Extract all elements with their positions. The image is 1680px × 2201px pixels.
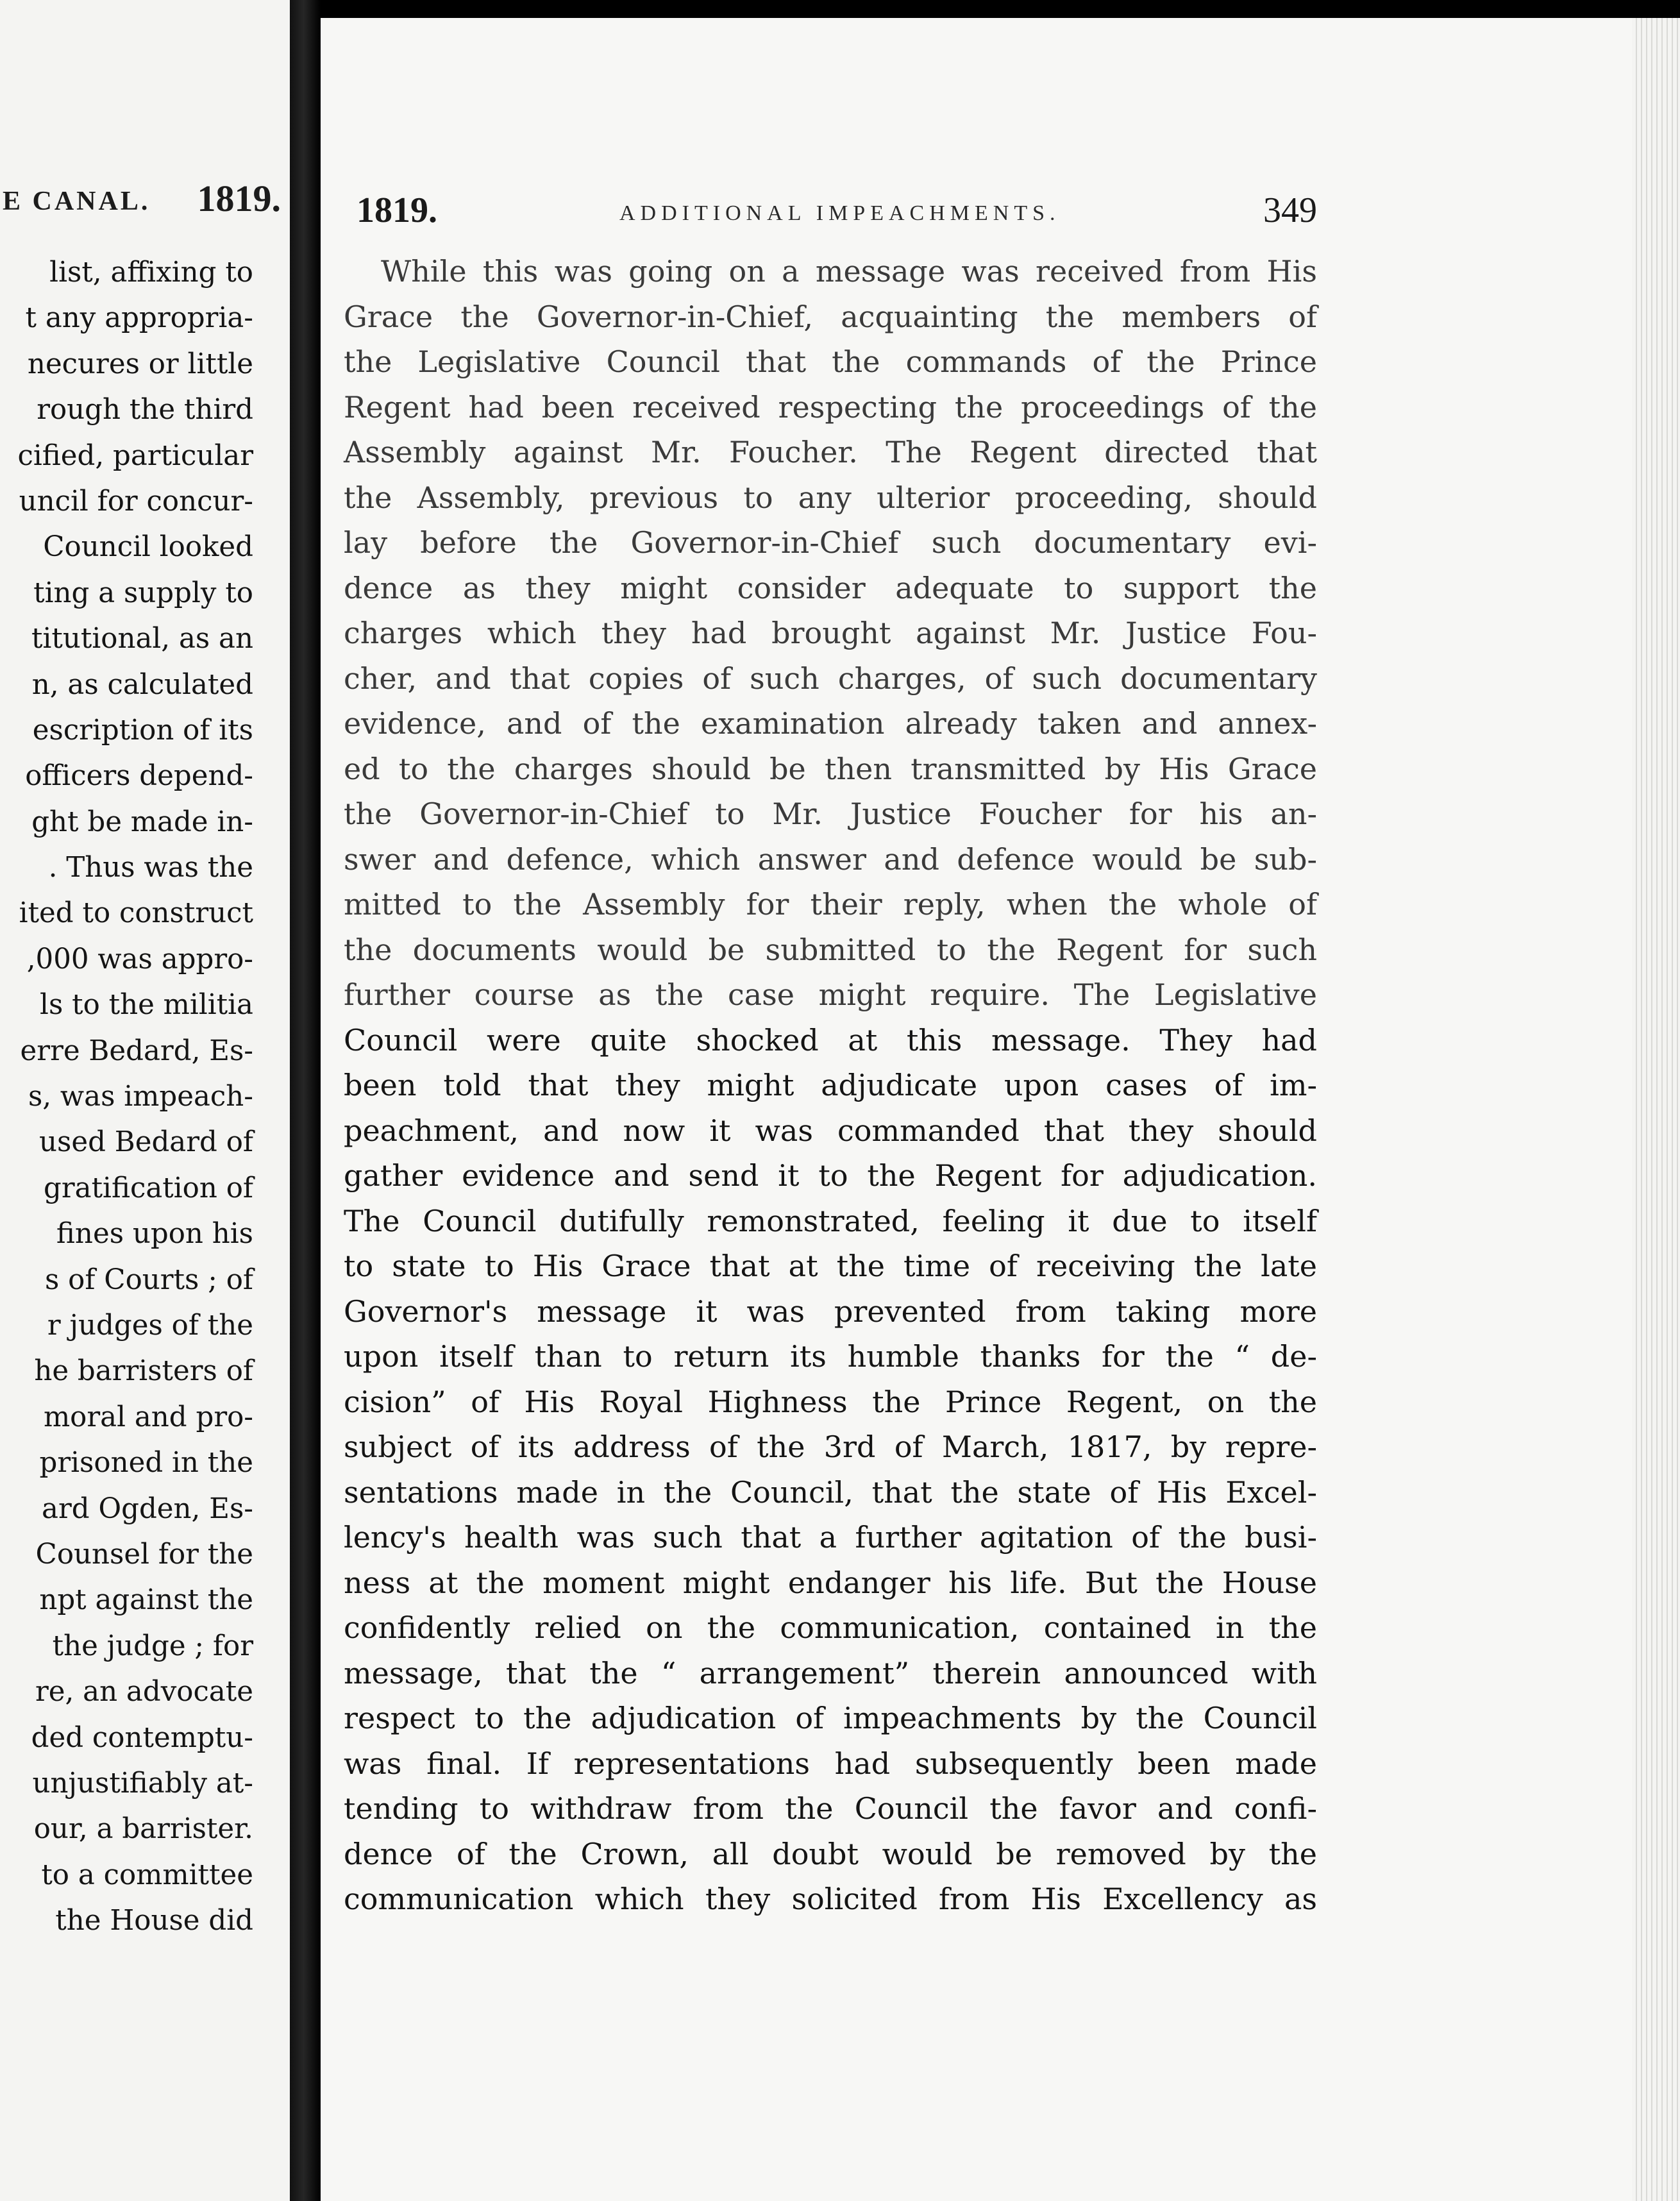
body-text-line: peachment, and now it was commanded that they should	[344, 1113, 1317, 1148]
body-text-line: dence of the Crown, all doubt would be removed by the	[344, 1836, 1317, 1871]
left-text-line: ited to construct	[19, 897, 253, 930]
left-text-line: Counsel for the	[35, 1538, 253, 1571]
body-text-line: been told that they might adjudicate upon cases of im-	[344, 1068, 1317, 1102]
body-text-line: ed to the charges should be then transmitted by His Grace	[344, 751, 1317, 786]
left-text-line: officers depend-	[25, 760, 253, 793]
right-running-title: ADDITIONAL IMPEACHMENTS.	[619, 201, 1061, 225]
left-text-line: npt against the	[39, 1584, 253, 1617]
left-text-line: ard Ogden, Es-	[42, 1492, 253, 1525]
right-page-text	[344, 249, 1317, 1922]
body-text-line: mitted to the Assembly for their reply, when the whole of	[344, 887, 1317, 922]
left-text-line: n, as calculated	[31, 668, 253, 701]
page-edges	[1632, 18, 1680, 2201]
left-text-line: to a committee	[41, 1859, 253, 1891]
body-text-line: to state to His Grace that at the time of receiving the late	[344, 1249, 1317, 1283]
left-page-text	[0, 250, 253, 1944]
left-text-line: t any appropria-	[25, 302, 253, 335]
body-text-line: swer and defence, which answer and defence would be sub-	[344, 841, 1317, 877]
left-text-line: s, was impeach-	[28, 1081, 253, 1113]
body-text-line: Regent had been received respecting the proceedings of the	[344, 389, 1317, 425]
left-text-line: prisoned in the	[39, 1447, 253, 1480]
left-text-line: ls to the militia	[40, 989, 253, 1022]
body-text-line: dence as they might consider adequate to support the	[344, 570, 1317, 605]
body-text-line: charges which they had brought against Mr. Justice Fou-	[344, 616, 1317, 650]
left-text-line: the House did	[55, 1905, 253, 1937]
left-running-title: E CANAL.	[3, 187, 151, 216]
left-text-line: rough the third	[37, 394, 253, 426]
body-text-line: sentations made in the Council, that the state of His Excel-	[344, 1474, 1317, 1510]
body-text-line: Council were quite shocked at this message. They had	[344, 1022, 1317, 1058]
body-text-line: ness at the moment might endanger his life. But the House	[344, 1565, 1317, 1600]
left-text-line: ,000 was appro-	[26, 943, 253, 975]
body-text-line: Governor's message it was prevented from taking more	[344, 1294, 1317, 1329]
body-text-line: upon itself than to return its humble thanks for the “ de-	[344, 1339, 1317, 1374]
body-text-line: tending to withdraw from the Council the favor and confi-	[344, 1791, 1317, 1826]
body-text-line: respect to the adjudication of impeachments by the Council	[344, 1701, 1317, 1735]
left-text-line: titutional, as an	[31, 623, 253, 655]
body-text-line: confidently relied on the communication, contained in the	[344, 1610, 1317, 1645]
left-text-line: s of Courts ; of	[45, 1263, 253, 1296]
left-text-line: escription of its	[32, 714, 253, 746]
left-text-line: moral and pro-	[43, 1401, 253, 1433]
left-text-line: unjustifiably at-	[32, 1767, 253, 1800]
left-text-line: cified, particular	[17, 439, 253, 472]
body-text-line: evidence, and of the examination already taken and annex-	[344, 706, 1317, 741]
left-text-line: gratification of	[44, 1172, 253, 1204]
left-text-line: necures or little	[27, 348, 253, 380]
body-text-line: The Council dutifully remonstrated, feeling it due to itself	[344, 1203, 1317, 1238]
body-text-line: was final. If representations had subsequently been made	[344, 1746, 1317, 1781]
left-running-head	[0, 177, 281, 227]
body-text-line: Grace the Governor-in-Chief, acquainting the members of	[344, 299, 1317, 334]
left-text-line: re, an advocate	[35, 1676, 253, 1708]
body-text-line: communication which they solicited from His Excellency as	[344, 1882, 1317, 1916]
body-text-line: Assembly against Mr. Foucher. The Regent directed that	[344, 435, 1317, 469]
left-text-line: ting a supply to	[33, 577, 253, 609]
body-text-line: subject of its address of the 3rd of March, 1817, by repre-	[344, 1429, 1317, 1464]
left-page-year: 1819.	[197, 178, 281, 219]
left-text-line: fines upon his	[56, 1218, 253, 1251]
body-text-line: the Assembly, previous to any ulterior proceeding, should	[344, 480, 1317, 515]
left-text-line: Council looked	[43, 531, 253, 564]
left-text-line: our, a barrister.	[33, 1813, 253, 1846]
body-text-line: lency's health was such that a further agitation of the busi-	[344, 1520, 1317, 1555]
left-text-line: used Bedard of	[38, 1126, 253, 1159]
book-gutter	[290, 0, 321, 2201]
body-text-line: lay before the Governor-in-Chief such documentary evi-	[344, 525, 1317, 560]
body-text-line: While this was going on a message was received from His	[381, 254, 1317, 289]
left-text-line: the judge ; for	[52, 1630, 253, 1662]
left-text-line: r judges of the	[47, 1309, 253, 1342]
left-text-line: uncil for concur-	[19, 485, 253, 518]
body-text-line: cision” of His Royal Highness the Prince Regent, on the	[344, 1384, 1317, 1419]
left-text-line: list, affixing to	[49, 257, 253, 289]
body-text-line: the documents would be submitted to the Regent for such	[344, 932, 1317, 967]
body-text-line: message, that the “ arrangement” therein announced with	[344, 1655, 1317, 1691]
body-text-line: further course as the case might require. The Legislative	[344, 977, 1317, 1012]
body-text-line: gather evidence and send it to the Regent for adjudication.	[344, 1158, 1317, 1193]
left-text-line: he barristers of	[34, 1355, 253, 1388]
left-text-line: erre Bedard, Es-	[20, 1034, 253, 1067]
right-page-year: 1819.	[357, 190, 437, 230]
left-text-line: ded contemptu-	[31, 1721, 253, 1754]
body-text-line: cher, and that copies of such charges, of such documentary	[344, 661, 1317, 696]
right-running-head	[357, 190, 1317, 241]
left-text-line: . Thus was the	[48, 852, 253, 884]
page-number: 349	[1263, 190, 1317, 230]
body-text-line: the Legislative Council that the commands of the Prince	[344, 344, 1317, 379]
left-text-line: ght be made in-	[31, 805, 253, 838]
body-text-line: the Governor-in-Chief to Mr. Justice Foucher for his an-	[344, 797, 1317, 831]
